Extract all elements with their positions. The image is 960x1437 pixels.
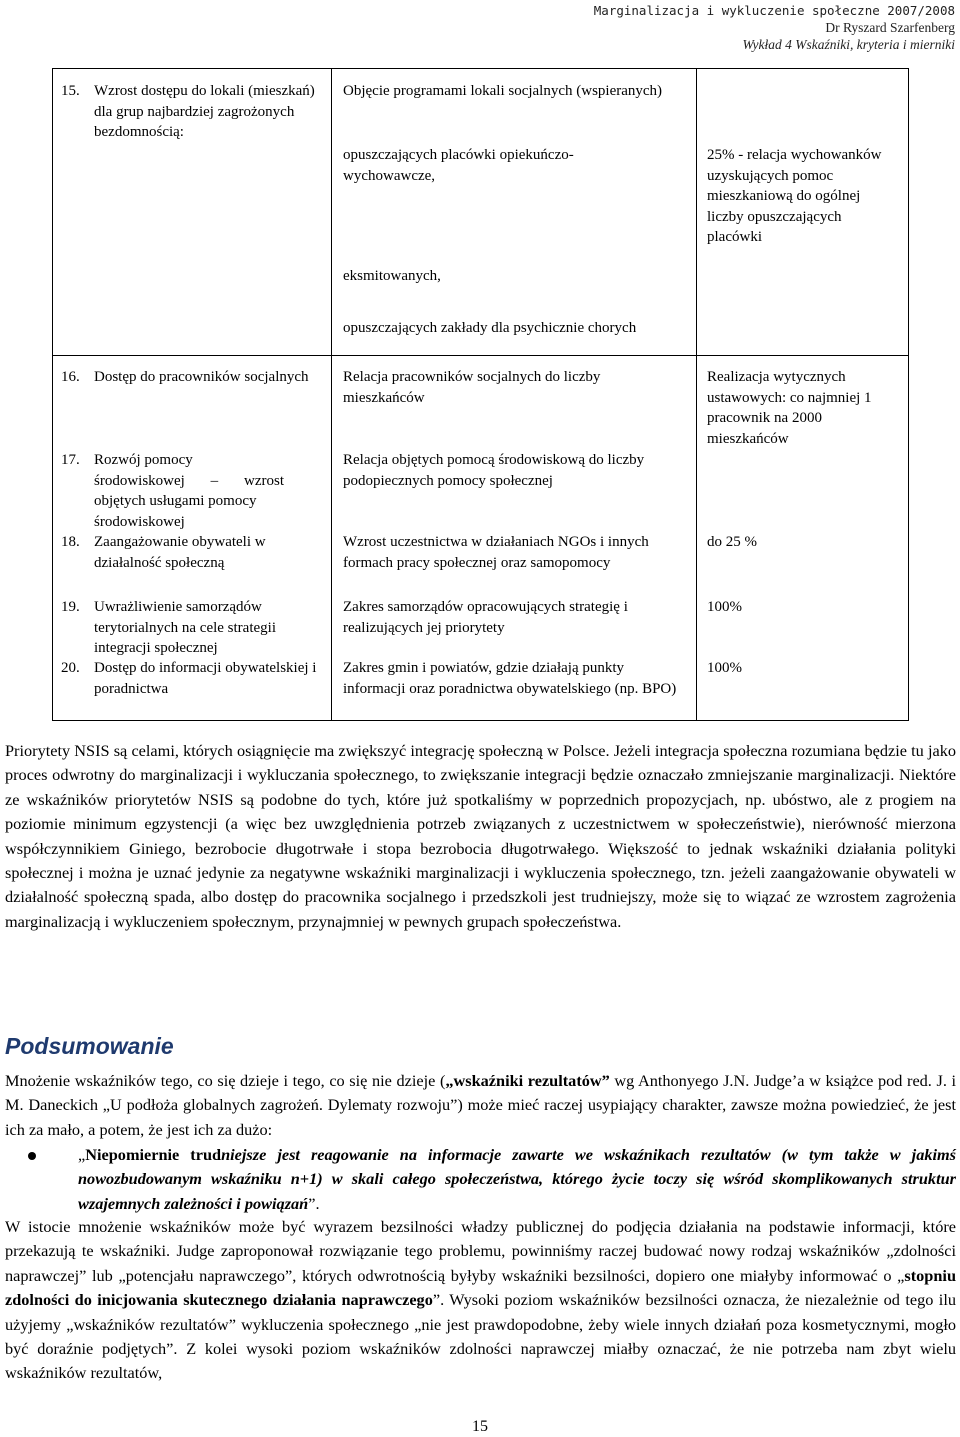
page-number: 15: [472, 1418, 488, 1435]
table-row-18-name: 18. Zaangażowanie obywateli w działalność społeczną: [61, 534, 266, 571]
table-row-divider: [53, 355, 908, 356]
paragraph-judge-proposal: W istocie mnożenie wskaźników może być wyrazem bezsilności władzy publicznej do podjęcia działania na podstawie informacji, które przekazują te wskaźniki. Judge zaproponował rozwiązanie tego problemu, powinniśmy raczej budować nowy rodzaj wskaźników „zdolności naprawczej” lub „potencjału naprawczego”, których odwrotnością byłyby wskaźniki bezsilności, dopiero one miałyby informować o „stopniu zdolności do inicjowania skutecznego działania naprawczego”. Wysoki poziom wskaźników bezsilności oznacza, że niezależnie od tego ilu użyjemy „wskaźników rezultatów” wykluczenia społecznego „nie jest prawdopodobne, żeby wiele innych działań poza kosmetycznymi, mogło być doraźnie podjętych”. Z kolei wysoki poziom wskaźników zdolności naprawczej miałby oznaczać, że nie potrzeba nam zbyt wielu wskaźników rezultatów,: [5, 1217, 956, 1383]
table-row-19-measure: Zakres samorządów opracowujących strategię i realizujących jej priorytety: [343, 599, 628, 636]
indicators-table: [52, 68, 909, 721]
table-row-15-measure-intro: Objęcie programami lokali socjalnych (wspieranych): [343, 83, 663, 99]
table-row-20-target: 100%: [707, 660, 742, 676]
table-row-19-name: 19. Uwrażliwienie samorządów terytorialnych na cele strategii integracji społecznej: [61, 599, 276, 656]
table-row-20-name: 20. Dostęp do informacji obywatelskiej i poradnictwa: [61, 660, 317, 697]
table-col-divider: [696, 69, 697, 720]
header-author: Dr Ryszard Szarfenberg: [825, 20, 955, 35]
table-row-15-measure-group: opuszczających zakłady dla psychicznie chorych: [343, 320, 637, 336]
table-row-19-target: 100%: [707, 599, 742, 615]
table-row-15-name: 15. Wzrost dostępu do lokali (mieszkań) dla grup najbardziej zagrożonych bezdomnością:: [61, 83, 315, 140]
table-row-17-measure: Relacja objętych pomocą środowiskową do liczby podopiecznych pomocy społecznej: [343, 452, 645, 489]
paragraph-nsis-priorities: Priorytety NSIS są celami, których osiągnięcie ma zwiększyć integrację społeczną w Polsce. Jeżeli integracja społeczna rozumiana będzie tu jako proces odwrotny do marginalizacji i wykluczania społecznego, to zwiększanie integracji będzie oznaczało zmniejszanie marginalizacji. Niektóre ze wskaźników priorytetów NSIS są podobne do tych, które już spotkaliśmy w poprzednich propozycjach, np. ubóstwo, ale z progiem na poziomie minimum egzystencji (a więc bez uwzględnienia potrzeb związanych z uczestnictwem w społeczeństwie), nierówność mierzona współczynnikiem Giniego, bezrobocie długotrwałe i stopa bezrobocia długotrwałego. Większość to jednak wskaźniki działania polityki społecznej i można je uznać jedynie za negatywne wskaźniki marginalizacji i wykluczenia społecznego, tzn. jeżeli zaangażowanie obywateli w działalność społeczną spada, albo dostęp do pracownika socjalnego i przedszkoli jest trudniejszy, może się to wiązać ze wzrostem zagrożenia marginalizacją i wykluczeniem społecznym, przynajmniej w pewnych grupach społeczeństwa.: [5, 741, 956, 931]
header-course-title: Marginalizacja i wykluczenie społeczne 2007/2008: [593, 3, 955, 18]
running-header: [594, 2, 955, 53]
bullet-dot-icon: [28, 1152, 36, 1160]
table-row-15-measure-group: opuszczających placówki opiekuńczo-wychowawcze,: [343, 147, 574, 184]
header-lecture: Wykład 4 Wskaźniki, kryteria i mierniki: [742, 37, 955, 52]
table-row-16-measure: Relacja pracowników socjalnych do liczby mieszkańców: [343, 369, 601, 406]
table-col-divider: [331, 69, 332, 720]
section-heading-summary: Podsumowanie: [5, 1033, 174, 1059]
table-row-15-measure-group: eksmitowanych,: [343, 268, 441, 284]
paragraph-summary-intro: Mnożenie wskaźników tego, co się dzieje i tego, co się nie dzieje („wskaźniki rezultatów” wg Anthonyego J.N. Judge’a w książce pod red. J. i M. Daneckich „U podłoża globalnych zagrożeń. Dylematy rozwoju”) może mieć raczej usypiający charakter, zawsze można powiedzieć, że jest ich za mało, a potem, że jest ich za dużo:: [5, 1071, 957, 1139]
table-row-16-name: 16. Dostęp do pracowników socjalnych: [61, 369, 309, 385]
table-row-15-target: 25% - relacja wychowanków uzyskujących pomoc mieszkaniową do ogólnej liczby opuszczających placówki: [707, 147, 882, 245]
table-row-18-measure: Wzrost uczestnictwa w działaniach NGOs i innych formach pracy społecznej oraz samopomocy: [343, 534, 649, 571]
table-row-16-target: Realizacja wytycznych ustawowych: co najmniej 1 pracownik na 2000 mieszkańców: [707, 369, 872, 447]
quote-bullet: „Niepomiernie trudniejsze jest reagowanie na informacje zawarte we wskaźnikach rezultatów (w tym także w jakimś nowozbudowanym wskaźniku n+1) w skali całego społeczeństwa, którego życie toczy się wśród skomplikowanych struktur wzajemnych zależności i powiązań”.: [78, 1145, 957, 1213]
table-row-17-name: 17. Rozwój pomocy środowiskowej – wzrost objętych usługami pomocy środowiskowej: [61, 452, 284, 530]
table-row-20-measure: Zakres gmin i powiatów, gdzie działają punkty informacji oraz poradnictwa obywatelskiego (np. BPO): [343, 660, 677, 697]
table-row-18-target: do 25 %: [707, 534, 757, 550]
